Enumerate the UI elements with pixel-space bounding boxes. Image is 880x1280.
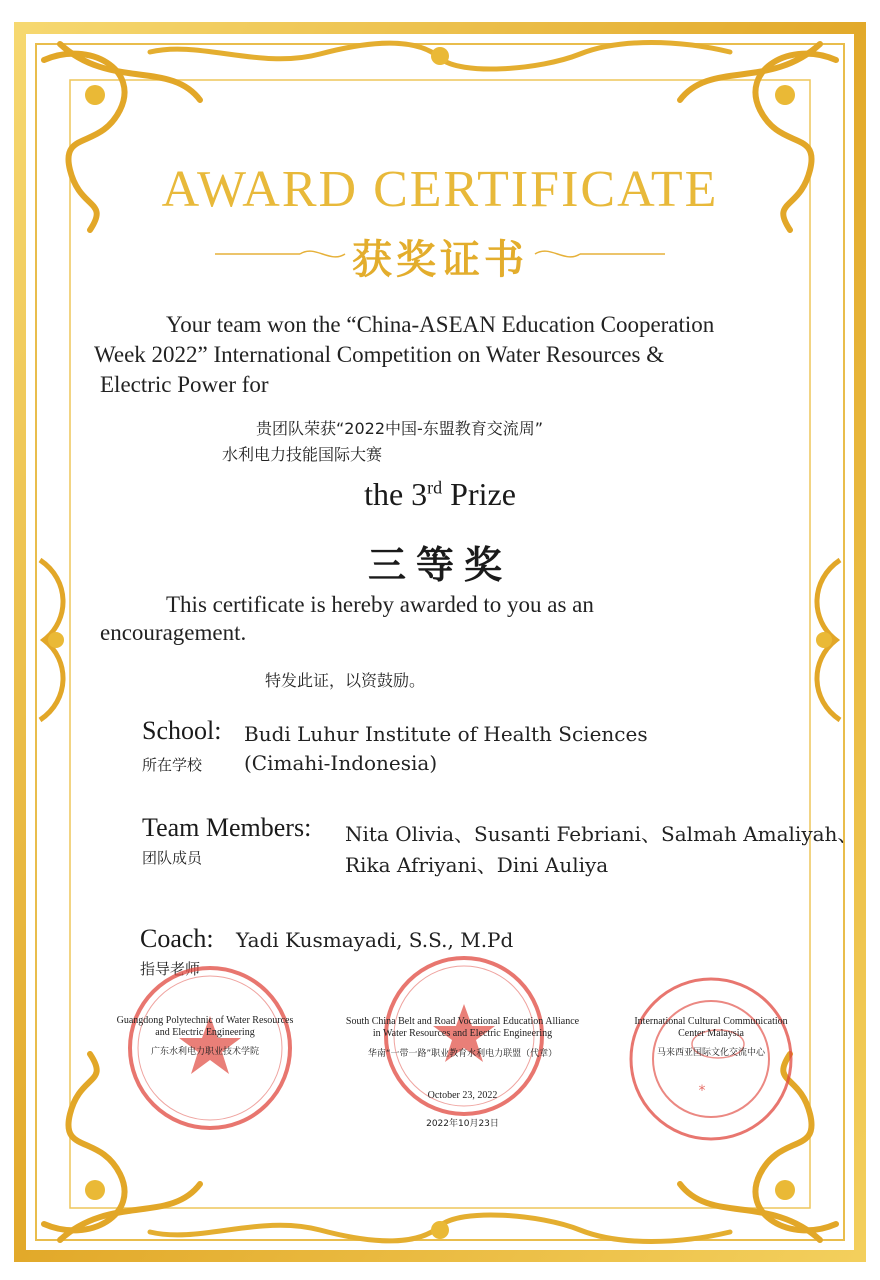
- org3-name: International Cultural Communication Center Malaysia: [634, 1016, 788, 1039]
- org3-name-cn: 马来西亚国际文化交流中心: [656, 1048, 765, 1058]
- team-members-line-1: Nita Olivia、Susanti Febriani、Salmah Amaliyah、: [345, 822, 858, 846]
- org2-name: South China Belt and Road Vocational Education Alliance in Water Resources and Electric Engineering: [345, 1016, 580, 1039]
- award-cn: 特发此证，以资鼓励。: [265, 671, 426, 690]
- school-label-cn: 所在学校: [142, 756, 203, 774]
- school-name: Budi Luhur Institute of Health Sciences: [244, 722, 648, 746]
- intro-cn-line-1: 贵团队荣获“2022中国-东盟教育交流周”: [256, 419, 544, 438]
- coach-name: Yadi Kusmayadi, S.S., M.Pd: [236, 928, 514, 952]
- team-members-line-2: Rika Afriyani、Dini Auliya: [345, 853, 609, 877]
- intro-line-1: Your team won the “China-ASEAN Education Cooperation: [166, 312, 715, 337]
- signing-date-cn: 2022年10月23日: [426, 1119, 499, 1129]
- coach-label-cn: 指导老师: [140, 960, 201, 978]
- svg-text:*: *: [698, 1083, 706, 1099]
- award-line-2: encouragement.: [100, 620, 247, 645]
- team-label: Team Members:: [142, 813, 312, 842]
- signing-date: October 23, 2022: [427, 1090, 498, 1101]
- school-label: School:: [142, 716, 222, 745]
- org2-name-cn: 华南“一带一路”职业教育水利电力联盟（代章）: [367, 1049, 558, 1059]
- intro-line-3: Electric Power for: [100, 372, 269, 397]
- coach-label: Coach:: [140, 924, 214, 953]
- school-location: (Cimahi-Indonesia): [244, 751, 438, 775]
- award-line-1: This certificate is hereby awarded to you as an: [166, 592, 594, 617]
- org1-name: Guangdong Polytechnic of Water Resources and Electric Engineering: [116, 1015, 294, 1038]
- prize-title-cn: 三等奖: [367, 542, 512, 587]
- certificate-title: AWARD CERTIFICATE: [161, 161, 719, 218]
- seal-malaysia-center: [622, 970, 800, 1148]
- prize-title: the 3rd Prize: [364, 476, 516, 512]
- intro-cn-line-2: 水利电力技能国际大赛: [222, 445, 383, 464]
- org1-name-cn: 广东水利电力职业技术学院: [150, 1047, 259, 1057]
- team-label-cn: 团队成员: [142, 849, 203, 867]
- intro-line-2: Week 2022” International Competition on Water Resources &: [94, 342, 665, 367]
- certificate-subtitle-cn: 获奖证书: [352, 237, 528, 283]
